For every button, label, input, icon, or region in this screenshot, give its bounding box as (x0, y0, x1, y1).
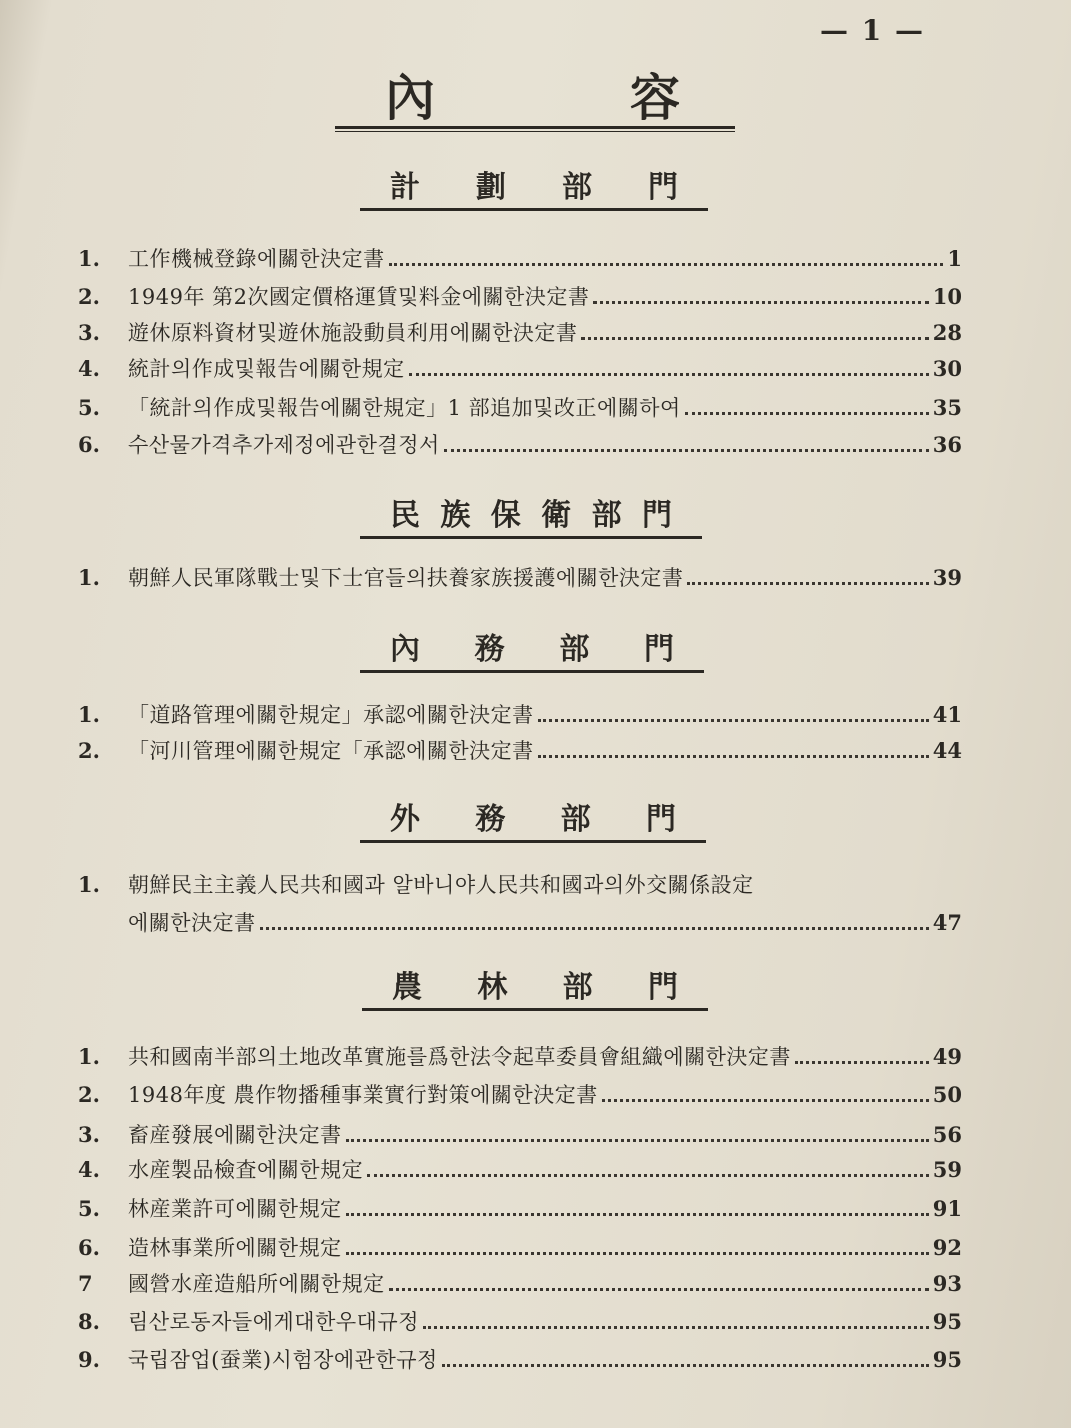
toc-entry[interactable] (78, 430, 962, 460)
entry-title: 1948年度 農作物播種事業實行對策에關한決定書 (128, 1083, 598, 1107)
toc-entry[interactable] (78, 1042, 962, 1072)
entry-title: 국립잠업(蚕業)시험장에관한규정 (128, 1348, 438, 1372)
dot-leader (581, 321, 928, 340)
dot-leader (409, 357, 929, 376)
entry-title: 統計의作成및報告에關한規定 (128, 357, 405, 381)
heading-char: 部 (562, 170, 592, 205)
heading-char: 林 (477, 970, 508, 1005)
page-title (335, 68, 735, 130)
heading-underline (360, 208, 708, 211)
dot-leader (423, 1310, 929, 1329)
dot-leader (346, 1197, 929, 1216)
heading-char: 劃 (476, 170, 506, 205)
toc-entry[interactable] (78, 1120, 962, 1150)
section-heading-internal-affairs (360, 630, 704, 674)
entry-number: 4. (78, 1157, 100, 1182)
entry-title: 에關한決定書 (128, 911, 256, 935)
entry-page: 49 (932, 1044, 962, 1069)
toc-entry[interactable] (78, 1194, 962, 1224)
entry-number: 8. (78, 1309, 100, 1334)
toc-entry[interactable] (78, 870, 962, 940)
entry-title: 1949年 第2次國定價格運賃및料金에關한決定書 (128, 285, 590, 309)
entry-page: 50 (932, 1082, 962, 1107)
entry-number: 3. (78, 1122, 100, 1147)
title-rule (335, 126, 735, 132)
toc-entry[interactable] (78, 1269, 962, 1299)
entry-number: 5. (78, 395, 100, 420)
toc-entry[interactable] (78, 736, 962, 766)
entry-title: 國營水産造船所에關한規定 (128, 1272, 385, 1296)
dot-leader (795, 1045, 929, 1064)
section-heading-agriculture-forestry (362, 968, 708, 1012)
toc-entry[interactable] (78, 354, 962, 384)
entry-page: 44 (932, 738, 962, 763)
entry-page: 91 (932, 1196, 962, 1221)
dot-leader (346, 1236, 929, 1255)
toc-entry[interactable] (78, 1080, 962, 1110)
entry-number: 1. (78, 246, 100, 271)
entry-title: 「道路管理에關한規定」承認에關한決定書 (128, 703, 534, 727)
heading-char: 計 (390, 170, 420, 205)
heading-char: 門 (641, 498, 672, 533)
heading-char: 部 (591, 498, 622, 533)
dot-leader (260, 911, 929, 930)
toc-entry[interactable] (78, 393, 962, 423)
heading-char: 衛 (541, 498, 572, 533)
entry-page: 47 (932, 910, 962, 935)
heading-underline (360, 840, 706, 843)
entry-title: 遊休原料資材및遊休施設動員利用에關한決定書 (128, 321, 578, 345)
heading-char: 部 (562, 970, 593, 1005)
entry-title: 造林事業所에關한規定 (128, 1236, 342, 1260)
entry-page: 10 (932, 284, 962, 309)
toc-entry[interactable] (78, 318, 962, 348)
dot-leader (602, 1083, 929, 1102)
dot-leader (687, 566, 928, 585)
heading-char: 門 (645, 802, 676, 837)
page-number: — 1 — (820, 14, 925, 47)
entry-title: 工作機械登錄에關한決定書 (128, 247, 385, 271)
entry-page: 95 (932, 1347, 962, 1372)
entry-page: 56 (932, 1122, 962, 1147)
entry-number: 7 (78, 1271, 93, 1296)
heading-underline (360, 670, 704, 673)
heading-char: 族 (440, 498, 471, 533)
dot-leader (538, 739, 929, 758)
heading-char: 門 (643, 632, 674, 667)
entry-number: 2. (78, 738, 100, 763)
section-heading-national-defense (360, 496, 702, 540)
heading-char: 務 (474, 632, 505, 667)
heading-char: 門 (647, 970, 678, 1005)
toc-entry[interactable] (78, 700, 962, 730)
entry-page: 35 (932, 395, 962, 420)
entry-page: 93 (932, 1271, 962, 1296)
toc-entry[interactable] (78, 1307, 962, 1337)
entry-title: 水産製品檢査에關한規定 (128, 1158, 364, 1182)
page-title-char: 容 (630, 68, 680, 127)
entry-number: 9. (78, 1347, 100, 1372)
heading-char: 民 (390, 498, 420, 533)
toc-entry[interactable] (78, 282, 962, 312)
toc-entry[interactable] (78, 1233, 962, 1263)
entry-number: 2. (78, 284, 100, 309)
entry-title: 共和國南半部의土地改革實施를爲한法令起草委員會組織에關한決定書 (128, 1045, 791, 1069)
toc-entry[interactable] (78, 244, 962, 274)
heading-char: 保 (490, 498, 521, 533)
heading-char: 務 (475, 802, 506, 837)
section-heading-planning (360, 168, 708, 212)
entry-number: 3. (78, 320, 100, 345)
heading-underline (362, 1008, 708, 1011)
entry-page: 95 (932, 1309, 962, 1334)
entry-title: 「統計의作成및報告에關한規定」1 部追加및改正에關하여 (128, 396, 681, 420)
entry-title: 림산로동자들에게대한우대규정 (128, 1310, 420, 1334)
entry-number: 6. (78, 1235, 100, 1260)
entry-page: 92 (932, 1235, 962, 1260)
heading-char: 部 (559, 632, 590, 667)
toc-entry[interactable] (78, 1345, 962, 1375)
heading-char: 農 (392, 970, 422, 1005)
entry-number: 2. (78, 1082, 100, 1107)
entry-page: 1 (947, 246, 962, 271)
dot-leader (389, 247, 944, 266)
toc-entry[interactable] (78, 1155, 962, 1185)
entry-number: 5. (78, 1196, 100, 1221)
entry-title: 林産業許可에關한規定 (128, 1197, 342, 1221)
heading-char: 門 (648, 170, 678, 205)
dot-leader (685, 396, 929, 415)
dot-leader (367, 1158, 929, 1177)
dot-leader (346, 1123, 929, 1142)
heading-char: 外 (390, 802, 420, 837)
entry-title: 畜産發展에關한決定書 (128, 1123, 342, 1147)
entry-number: 1. (78, 1044, 100, 1069)
toc-entry[interactable] (78, 563, 962, 593)
dot-leader (593, 285, 928, 304)
entry-number: 4. (78, 356, 100, 381)
entry-title: 朝鮮人民軍隊戰士및下士官들의扶養家族援護에關한決定書 (128, 566, 684, 590)
section-heading-foreign-affairs (360, 800, 706, 844)
entry-page: 41 (932, 702, 962, 727)
entry-page: 59 (932, 1157, 962, 1182)
entry-title: 「河川管理에關한規定「承認에關한決定書 (128, 739, 534, 763)
entry-number: 1. (78, 872, 100, 897)
entry-number: 6. (78, 432, 100, 457)
dot-leader (442, 1348, 929, 1367)
heading-char: 部 (560, 802, 591, 837)
dot-leader (444, 433, 929, 452)
heading-underline (360, 536, 702, 539)
dot-leader (389, 1272, 929, 1291)
page-title-char: 內 (385, 68, 435, 127)
entry-page: 36 (932, 432, 962, 457)
heading-char: 內 (390, 632, 420, 667)
entry-number: 1. (78, 565, 100, 590)
entry-page: 39 (932, 565, 962, 590)
entry-page: 30 (932, 356, 962, 381)
entry-title: 수산물가격추가제정에관한결정서 (128, 433, 440, 457)
entry-title-line1: 朝鮮民主主義人民共和國과 알바니야人民共和國과의外交關係設定 (128, 873, 754, 897)
dot-leader (538, 703, 929, 722)
entry-page: 28 (932, 320, 962, 345)
entry-number: 1. (78, 702, 100, 727)
